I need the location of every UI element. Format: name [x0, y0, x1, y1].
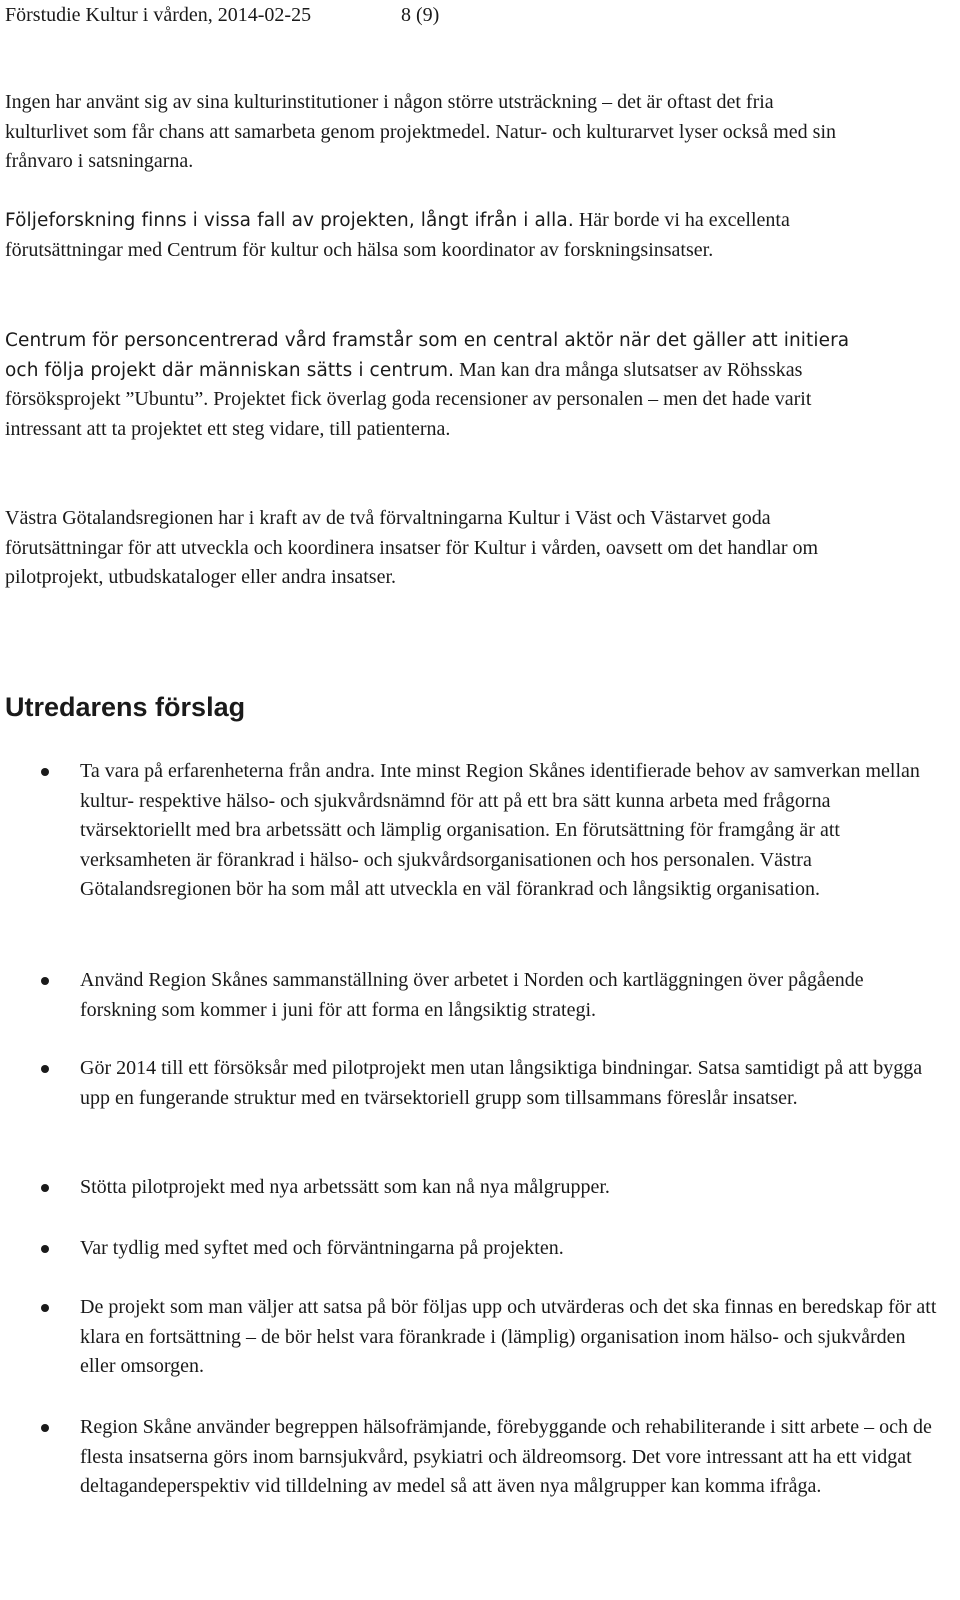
section-heading: Utredarens förslag — [5, 692, 246, 722]
page-header — [5, 3, 440, 27]
paragraph-person-centred-care-rest: Man kan dra många slutsatser av Röhsskas försöksprojekt ”Ubuntu”. Projektet fick överlag goda recensioner av personalen – men det hade varit intressant att ta projektet ett steg vidare, till patienterna. — [5, 358, 812, 440]
paragraph-cultural-institutions: Ingen har använt sig av sina kulturinstitutioner i någon större utsträckning – det är oftast det fria kulturlivet som får chans att samarbeta genom projektmedel. Natur- och kulturarvet lyser också med sin frånvaro i satsningarna. — [5, 91, 837, 172]
proposal-text: Använd Region Skånes sammanställning över arbetet i Norden och kartläggningen över pågående forskning som kommer i juni för att forma en långsiktig strategi. — [80, 969, 864, 1021]
bullet-icon — [41, 1065, 49, 1073]
proposal-text: Ta vara på erfarenheterna från andra. Inte minst Region Skånes identifierade behov av samverkan mellan kultur- respektive hälso- och sjukvårdsnämnd för att på ett bra sätt kunna arbeta med frågorna tvärsektoriellt med bra arbetssätt och lämplig organisation. En förutsättning för framgång är att verksamheten är förankrad i hälso- och sjukvårdsorganisationen och hos personalen. Västra Götalandsregionen bör ha som mål att utveckla en väl förankrad och långsiktig organisation. — [80, 760, 920, 900]
paragraph-vastra-gotaland: Västra Götalandsregionen har i kraft av de två förvaltningarna Kultur i Väst och Västarvet goda förutsättningar för att utveckla och koordinera insatser för Kultur i vården, oavsett om det handlar om pilotprojekt, utbudskataloger eller andra insatser. — [5, 507, 819, 588]
bullet-icon — [41, 1184, 49, 1192]
paragraph-follow-up-research-rest: Här borde vi ha excellenta förutsättningar med Centrum för kultur och hälsa som koordinator av forskningsinsatser. — [5, 209, 790, 261]
document-title: Förstudie Kultur i vården, 2014-02-25 — [5, 4, 312, 26]
paragraph-person-centred-care — [5, 326, 855, 444]
proposal-text: Region Skåne använder begreppen hälsofrämjande, förebyggande och rehabiliterande i sitt arbete – och de flesta insatserna görs inom barnsjukvård, psykiatri och äldreomsorg. Det vore intressant att ha ett vidgat deltagandeperspektiv vid tilldelning av medel så att även nya målgrupper kan komma ifråga. — [80, 1416, 932, 1497]
paragraph-follow-up-research-lead: Följeforskning finns i vissa fall av projekten, långt ifrån i alla. — [5, 210, 574, 231]
bullet-icon — [41, 977, 49, 985]
proposal-text: Stötta pilotprojekt med nya arbetssätt som kan nå nya målgrupper. — [80, 1176, 610, 1198]
bullet-icon — [41, 1245, 49, 1253]
proposal-text: Gör 2014 till ett försöksår med pilotprojekt men utan långsiktiga bindningar. Satsa samtidigt på att bygga upp en fungerande struktur med en tvärsektoriell grupp som tillsammans föreslår insatser. — [80, 1057, 923, 1109]
paragraph-follow-up-research — [5, 206, 855, 265]
bullet-icon — [41, 1424, 49, 1432]
bullet-icon — [41, 1304, 49, 1312]
page-number: 8 (9) — [401, 4, 440, 26]
proposal-text: De projekt som man väljer att satsa på bör följas upp och utvärderas och det ska finnas en beredskap för att klara en fortsättning – de bör helst vara förankrade i (lämplig) organisation inom hälso- och sjukvården eller omsorgen. — [80, 1296, 937, 1377]
proposal-text: Var tydlig med syftet med och förväntningarna på projekten. — [80, 1237, 564, 1259]
bullet-icon — [41, 768, 49, 776]
paragraph-person-centred-care-lead: Centrum för personcentrerad vård framstår som en central aktör när det gäller att initiera och följa projekt där människan sätts i centrum. — [5, 330, 850, 381]
